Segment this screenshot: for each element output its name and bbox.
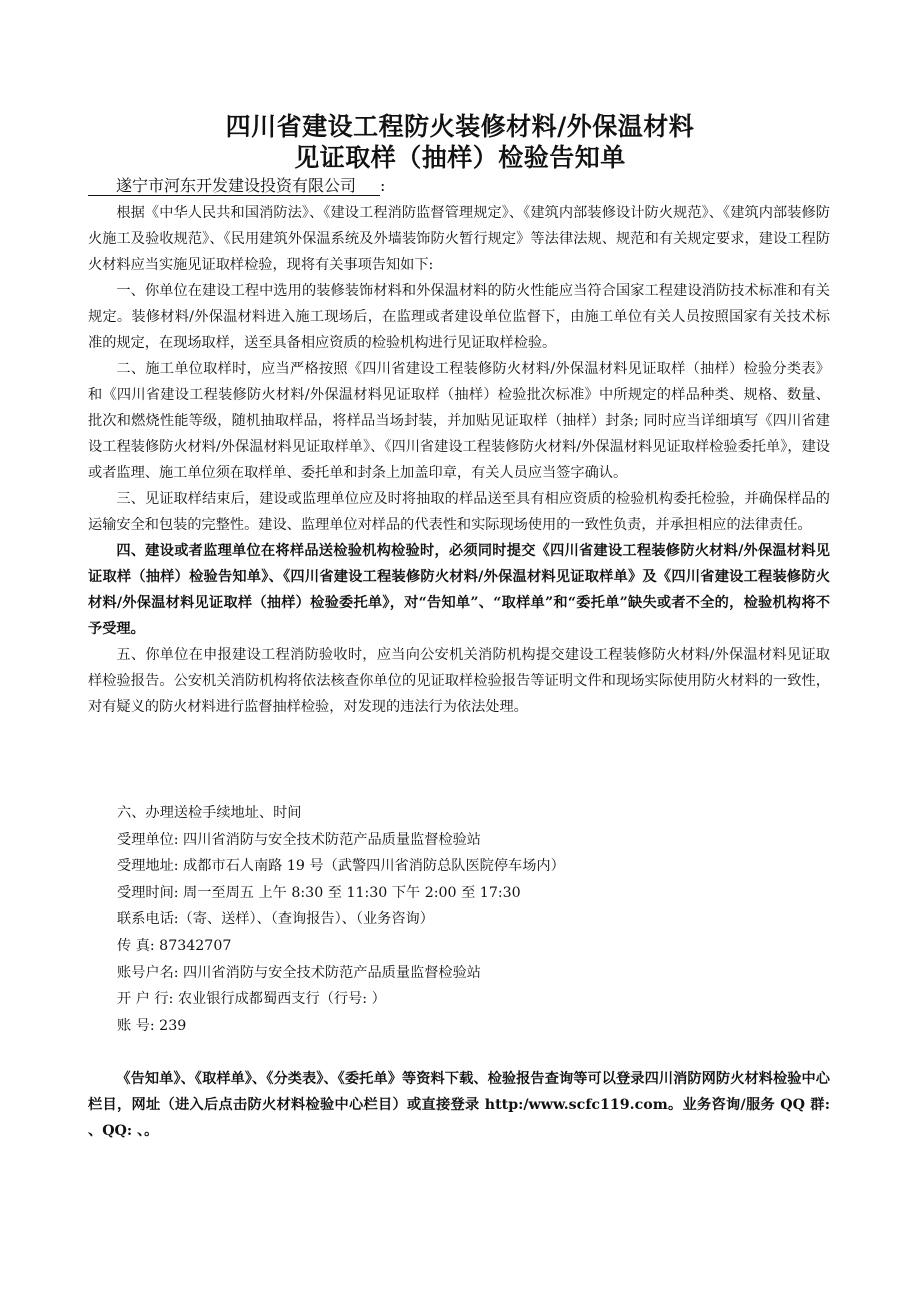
info-bank: 开 户 行: 农业银行成都蜀西支行（行号: ） (117, 991, 386, 1008)
addressee-line (88, 173, 385, 196)
info-unit: 受理单位: 四川省消防与安全技术防范产品质量监督检验站 (117, 831, 481, 848)
footer-note (88, 1066, 830, 1144)
item-4-paragraph: 四、建设或者监理单位在将样品送检验机构检验时，必须同时提交《四川省建设工程装修防火材料/外保温材料见证取样（抽样）检验告知单》、《四川省建设工程装修防火材料/外保温材料见证取样单》及《四川省建设工程装修防火材料/外保温材料见证取样（抽样）检验委托单》，对“告知单”、“取样单”和“委托单”缺失或者不全的，检验机构将不予受理。 (88, 543, 830, 637)
info-address: 受理地址: 成都市石人南路 19 号（武警四川省消防总队医院停车场内） (117, 858, 565, 875)
document-title-line2: 见证取样（抽样）检验告知单 (294, 143, 626, 172)
info-hours: 受理时间: 周一至周五 上午 8:30 至 11:30 下午 2:00 至 17:30 (117, 884, 521, 901)
info-fax: 传 真: 87342707 (117, 937, 232, 954)
info-phone: 联系电话:（寄、送样）、（查询报告）、（业务咨询） (117, 911, 434, 928)
info-account-name: 账号户名: 四川省消防与安全技术防范产品质量监督检验站 (117, 964, 481, 981)
item-2-paragraph: 二、施工单位取样时，应当严格按照《四川省建设工程装修防火材料/外保温材料见证取样（抽样）检验分类表》和《四川省建设工程装修防火材料/外保温材料见证取样（抽样）检验批次标准》中所规定的样品种类、规格、数量、批次和燃烧性能等级，随机抽取样品，将样品当场封装，并加贴见证取样（抽样）封条; 同时应当详细填写《四川省建设工程装修防火材料/外保温材料见证取样单》、《四川省建设工程装修防火材料/外保温材料见证取样检验委托单》，建设或者监理、施工单位须在取样单、委托单和封条上加盖印章，有关人员应当签字确认。 (88, 361, 830, 481)
info-heading: 六、办理送检手续地址、时间 (117, 805, 302, 821)
item-1-paragraph: 一、你单位在建设工程中选用的装修装饰材料和外保温材料的防火性能应当符合国家工程建设消防技术标准和有关规定。装修材料/外保温材料进入施工现场后，在监理或者建设单位监督下，由施工单位有关人员按照国家有关技术标准的规定，在现场取样，送至具备相应资质的检验机构进行见证取样检验。 (88, 283, 830, 351)
addressee-name: 遂宁市河东开发建设投资有限公司 (88, 176, 380, 196)
document-title-line1: 四川省建设工程防火装修材料/外保温材料 (225, 112, 695, 141)
info-account-number: 账 号: 239 (117, 1017, 187, 1034)
addressee-colon: : (380, 176, 386, 195)
item-5-paragraph: 五、你单位在申报建设工程消防验收时，应当向公安机关消防机构提交建设工程装修防火材料/外保温材料见证取样检验报告。公安机关消防机构将依法核查你单位的见证取样检验报告等证明文件和现场实际使用防火材料的一致性，对有疑义的防火材料进行监督抽样检验，对发现的违法行为依法处理。 (88, 647, 830, 715)
footer-paragraph: 《告知单》、《取样单》、《分类表》、《委托单》等资料下载、检验报告查询等可以登录四川消防网防火材料检验中心栏目，网址（进入后点击防火材料检验中心栏目）或直接登录 http:/www.scfc119.com。业务咨询/服务 QQ 群: 、QQ: 、。 (88, 1071, 830, 1139)
intro-paragraph: 根据《中华人民共和国消防法》、《建设工程消防监督管理规定》、《建筑内部装修设计防火规范》、《建筑内部装修防火施工及验收规范》、《民用建筑外保温系统及外墙装饰防火暂行规定》等法律法规、规范和有关规定要求，建设工程防火材料应当实施见证取样检验，现将有关事项告知如下: (88, 205, 830, 273)
submission-info (117, 800, 837, 1039)
notice-body (88, 200, 830, 720)
item-3-paragraph: 三、见证取样结束后，建设或监理单位应及时将抽取的样品送至具有相应资质的检验机构委托检验，并确保样品的运输安全和包装的完整性。建设、监理单位对样品的代表性和实际现场使用的一致性负责，并承担相应的法律责任。 (88, 491, 830, 533)
